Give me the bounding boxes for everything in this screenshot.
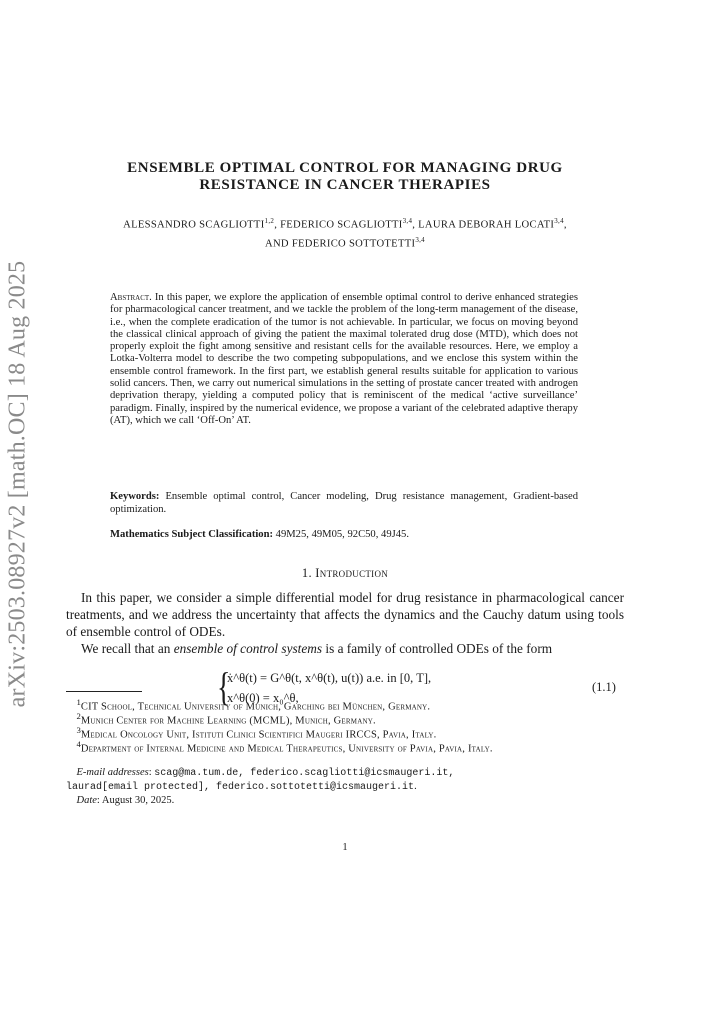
footnote-3: $^3$Medical Oncology Unit, Istituti Clinici Scientifici Maugeri IRCCS, Pavia, Italy. (76, 725, 437, 741)
msc-label: Mathematics Subject Classification: (110, 529, 274, 540)
author-3-tail: , (563, 219, 567, 231)
equation-number: (1.1) (592, 680, 616, 694)
abstract (110, 292, 578, 427)
arxiv-stamp (3, 260, 33, 708)
footnote-4: $^4$Department of Internal Medicine and Medical Therapeutics, University of Pavia, Pavia, Italy. (76, 739, 493, 755)
footnote-rule (66, 691, 142, 692)
title-line-2: RESISTANCE IN CANCER THERAPIES (199, 177, 491, 193)
footnote-emails-2: laurad[email protected], federico.sottotetti@icsmaugeri.it. (66, 781, 417, 793)
author-3-affil: 3,4 (554, 217, 564, 225)
title-line-1: ENSEMBLE OPTIMAL CONTROL FOR MANAGING DRUG (127, 160, 563, 176)
footnote-emails: E-mail addresses: scag@ma.tum.de, federico.scagliotti@icsmaugeri.it, (76, 767, 455, 779)
msc-text: 49M25, 49M05, 92C50, 49J45. (275, 529, 409, 540)
footnote-1: $^1$CIT School, Technical University of Munich, Garching bei München, Germany. (76, 697, 431, 713)
paper-title (95, 160, 595, 194)
email-label: E-mail addresses (76, 767, 149, 778)
authors-line-1 (75, 214, 615, 233)
email-line-2: laurad[email protected], federico.sottotetti@icsmaugeri.it (66, 782, 415, 793)
author-4-affil: 3,4 (415, 235, 425, 244)
intro-paragraph-2 (66, 640, 624, 657)
date-value: August 30, 2025. (101, 795, 175, 806)
page-number: 1 (342, 842, 348, 853)
author-2-affil: 3,4 (402, 217, 413, 225)
author-list (75, 214, 615, 251)
keywords-label: Keywords: (110, 491, 160, 502)
email-line-1: scag@ma.tum.de, federico.scagliotti@icsmaugeri.it, (154, 768, 455, 779)
author-3: , LAURA DEBORAH LOCATI (412, 219, 555, 231)
intro-p2-emphasis: ensemble of control systems (173, 641, 323, 656)
section-heading: 1. Introduction (301, 566, 389, 580)
intro-paragraph-1: In this paper, we consider a simple differential model for drug resistance in pharmacological cancer treatments, and we address the uncertainty that affects the dynamics and the Cauchy datum using tools of ensemble control of ODEs. (66, 590, 624, 639)
abstract-text: In this paper, we explore the application of ensemble optimal control to derive enhanced strategies for pharmacological cancer treatment, and we tackle the problem of the long-term management of the disease, i.e., when the complete eradication of the tumor is not achievable. In particular, we focus on moving beyond the classical clinical approach of giving the patient the maximal tolerated drug dose (MTD), which does not properly exploit the fight among sensitive and resistant cells for the available resources. Here, we employ a Lotka-Volterra model to describe the two competing subpopulations, and we enclose this system within the ensemble control framework. In the first part, we establish general results suitable for application to various solid cancers. Then, we carry out numerical simulations in the setting of prostate cancer treated with androgen deprivation therapy, yielding a computed policy that is reminiscent of the medical ‘active surveillance’ paradigm. Finally, inspired by the numerical evidence, we propose a variant of the celebrated adaptive therapy (AT), which we call ‘Off-On’ AT. (110, 292, 579, 426)
abstract-label: Abstract. (110, 292, 152, 303)
arxiv-id: arXiv:2503.08927v2 [math.OC] 18 Aug 2025 (4, 260, 31, 708)
footnote-date: Date: August 30, 2025. (76, 795, 175, 806)
keywords-text: Ensemble optimal control, Cancer modeling, Drug resistance management, Gradient-based optimization. (110, 491, 578, 515)
intro-p2-start: We recall that an (81, 641, 174, 656)
keywords (110, 490, 578, 516)
author-4: AND FEDERICO SOTTOTETTI (265, 238, 416, 250)
author-1-affil: 1,2 (264, 217, 275, 225)
equation-brace: { (217, 664, 231, 709)
intro-p2-end: is a family of controlled ODEs of the form (322, 641, 553, 656)
author-1: ALESSANDRO SCAGLIOTTI (123, 219, 265, 231)
equation-line-1: ẋ^θ(t) = G^θ(t, x^θ(t), u(t)) a.e. in [0, T], (227, 671, 432, 685)
author-2: , FEDERICO SCAGLIOTTI (274, 219, 403, 231)
footnote-2: $^2$Munich Center for Machine Learning (MCML), Munich, Germany. (76, 711, 376, 727)
authors-line-2 (75, 233, 615, 252)
msc-classification (110, 528, 578, 541)
equation-line-2: x^θ(0) = x₀^θ, (227, 691, 299, 705)
date-label: Date (76, 795, 97, 806)
